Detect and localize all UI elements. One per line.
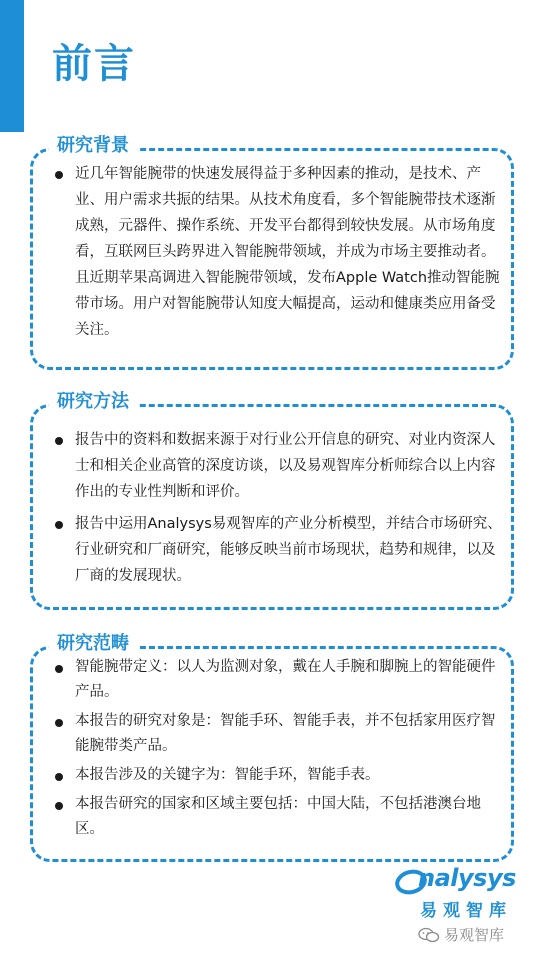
analysys-logo <box>394 864 534 920</box>
scope-bullet-list <box>53 655 503 842</box>
bullet-item: 本报告涉及的关键字为：智能手环，智能手表。 <box>53 763 503 788</box>
background-bullet-list <box>53 161 503 343</box>
watermark-text: 易观智库 <box>444 926 505 944</box>
bullet-item: 本报告研究的国家和区域主要包括：中国大陆，不包括港澳台地区。 <box>53 792 503 842</box>
logo-wordmark: nalysys <box>418 864 516 892</box>
logo-chinese-name: 易观智库 <box>420 901 512 921</box>
method-bullet-list <box>53 427 503 589</box>
research-background-section <box>30 135 514 370</box>
bullet-item: 报告中的资料和数据来源于对行业公开信息的研究、对业内资深人士和相关企业高管的深度访谈，以及易观智库分析师综合以上内容作出的专业性判断和评价。 <box>53 427 503 505</box>
page-title: 前言 <box>52 41 136 87</box>
bullet-item: 本报告的研究对象是：智能手环、智能手表，并不包括家用医疗智能腕带类产品。 <box>53 709 503 759</box>
bullet-item: 近几年智能腕带的快速发展得益于多种因素的推动，是技术、产业、用户需求共振的结果。从技术角度看，多个智能腕带技术逐渐成熟，元器件、操作系统、开发平台都得到较快发展。从市场角度看，互联网巨头跨界进入智能腕带领域，并成为市场主要推动者。且近期苹果高调进入智能腕带领域，发布Apple Watch推动智能腕带市场。用户对智能腕带认知度大幅提高，运动和健康类应用备受关注。 <box>53 161 503 343</box>
bullet-item: 智能腕带定义：以人为监测对象，戴在人手腕和脚腕上的智能硬件产品。 <box>53 655 503 705</box>
research-scope-section <box>30 633 514 862</box>
section-title-scope: 研究范畴 <box>49 629 137 659</box>
wechat-watermark <box>418 924 504 945</box>
title-accent-bar <box>0 0 24 132</box>
bullet-item: 报告中运用Analysys易观智库的产业分析模型，并结合市场研究、行业研究和厂商研究，能够反映当前市场现状，趋势和规律，以及厂商的发展现状。 <box>53 511 503 589</box>
research-method-section <box>30 391 514 610</box>
section-title-method: 研究方法 <box>49 387 137 417</box>
wechat-icon <box>418 927 440 943</box>
section-title-background: 研究背景 <box>49 131 137 161</box>
